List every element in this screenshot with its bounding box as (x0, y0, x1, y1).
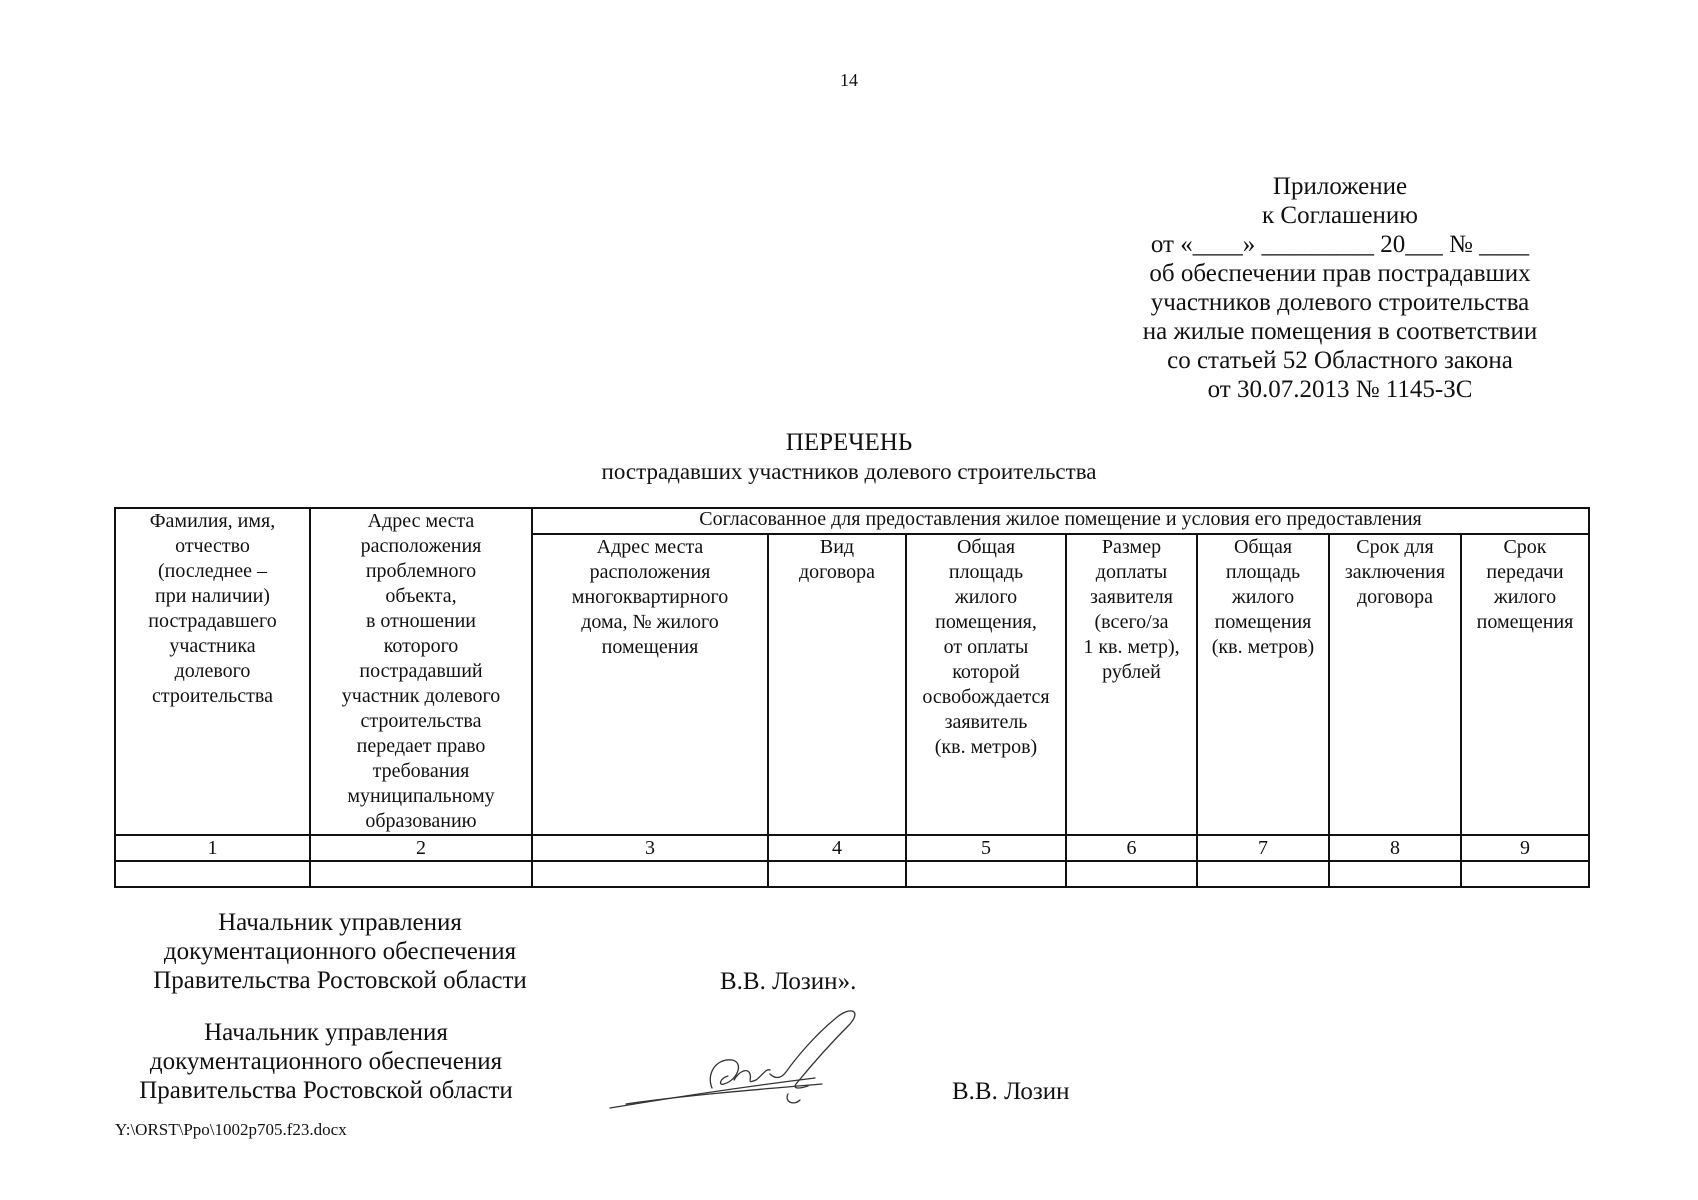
column-number: 8 (1329, 835, 1461, 861)
appendix-line: на жилые помещения в соответствии (1142, 318, 1538, 345)
header-cell-agreed-premises: Согласованное для предоставления жилое помещение и условия его предоставления (532, 508, 1589, 534)
handwritten-signature (600, 1000, 900, 1120)
page-number: 14 (840, 70, 858, 90)
header-cell-contract-type: Вид договора (768, 534, 906, 835)
signatory-name: В.В. Лозин». (720, 968, 857, 995)
table-cell (1197, 861, 1329, 887)
appendix-line: Приложение (1272, 173, 1408, 200)
signatory-position: Начальник управления документационного обеспечения Правительства Ростовской области (153, 909, 527, 994)
column-number: 1 (115, 835, 310, 861)
table-header-row (115, 508, 1589, 534)
appendix-line: об обеспечении прав пострадавших (1149, 260, 1531, 287)
header-cell-total-area: Общая площадь жилого помещения (кв. метров) (1197, 534, 1329, 835)
column-number: 6 (1066, 835, 1197, 861)
table-cell (1461, 861, 1589, 887)
signatory-position: Начальник управления документационного обеспечения Правительства Ростовской области (139, 1019, 513, 1104)
appendix-line: от 30.07.2013 № 1145-ЗС (1207, 376, 1473, 403)
column-number: 7 (1197, 835, 1329, 861)
header-cell-surcharge: Размер доплаты заявителя (всего/за 1 кв. метр), рублей (1066, 534, 1197, 835)
appendix-line: со статьей 52 Областного закона (1167, 347, 1513, 374)
table-cell (1066, 861, 1197, 887)
header-cell-fio: Фамилия, имя, отчество (последнее – при наличии) пострадавшего участника долевого строительства (115, 508, 310, 835)
appendix-line: к Соглашению (1262, 202, 1418, 229)
header-cell-contract-term: Срок для заключения договора (1329, 534, 1461, 835)
column-number: 9 (1461, 835, 1589, 861)
table-row (115, 861, 1589, 887)
header-cell-exempt-area: Общая площадь жилого помещения, от оплаты которой освобождается заявитель (кв. метров) (906, 534, 1066, 835)
document-title-block (0, 428, 1698, 486)
header-cell-transfer-term: Срок передачи жилого помещения (1461, 534, 1589, 835)
document-subtitle: пострадавших участников долевого строительства (601, 459, 1097, 484)
file-path: Y:\ORST\Ppo\1002p705.f23.docx (115, 1120, 347, 1139)
signatory-name: В.В. Лозин (952, 1078, 1070, 1105)
column-number: 2 (310, 835, 532, 861)
table-cell (310, 861, 532, 887)
victims-table (114, 507, 1590, 888)
table-cell (906, 861, 1066, 887)
column-number: 5 (906, 835, 1066, 861)
column-number: 3 (532, 835, 768, 861)
appendix-line: от «____» _________ 20___ № ____ (1150, 231, 1530, 258)
table-cell (1329, 861, 1461, 887)
column-number-row (115, 835, 1589, 861)
header-cell-house-address: Адрес места расположения многоквартирного дома, № жилого помещения (532, 534, 768, 835)
header-cell-object-address: Адрес места расположения проблемного объекта, в отношении которого пострадавший участник долевого строительства передает право требования муниципальному образованию (310, 508, 532, 835)
appendix-line: участников долевого строительства (1150, 289, 1530, 316)
table-cell (768, 861, 906, 887)
table-cell (532, 861, 768, 887)
column-number: 4 (768, 835, 906, 861)
appendix-block (1110, 172, 1570, 404)
table-cell (115, 861, 310, 887)
document-title: ПЕРЕЧЕНЬ (785, 429, 913, 456)
